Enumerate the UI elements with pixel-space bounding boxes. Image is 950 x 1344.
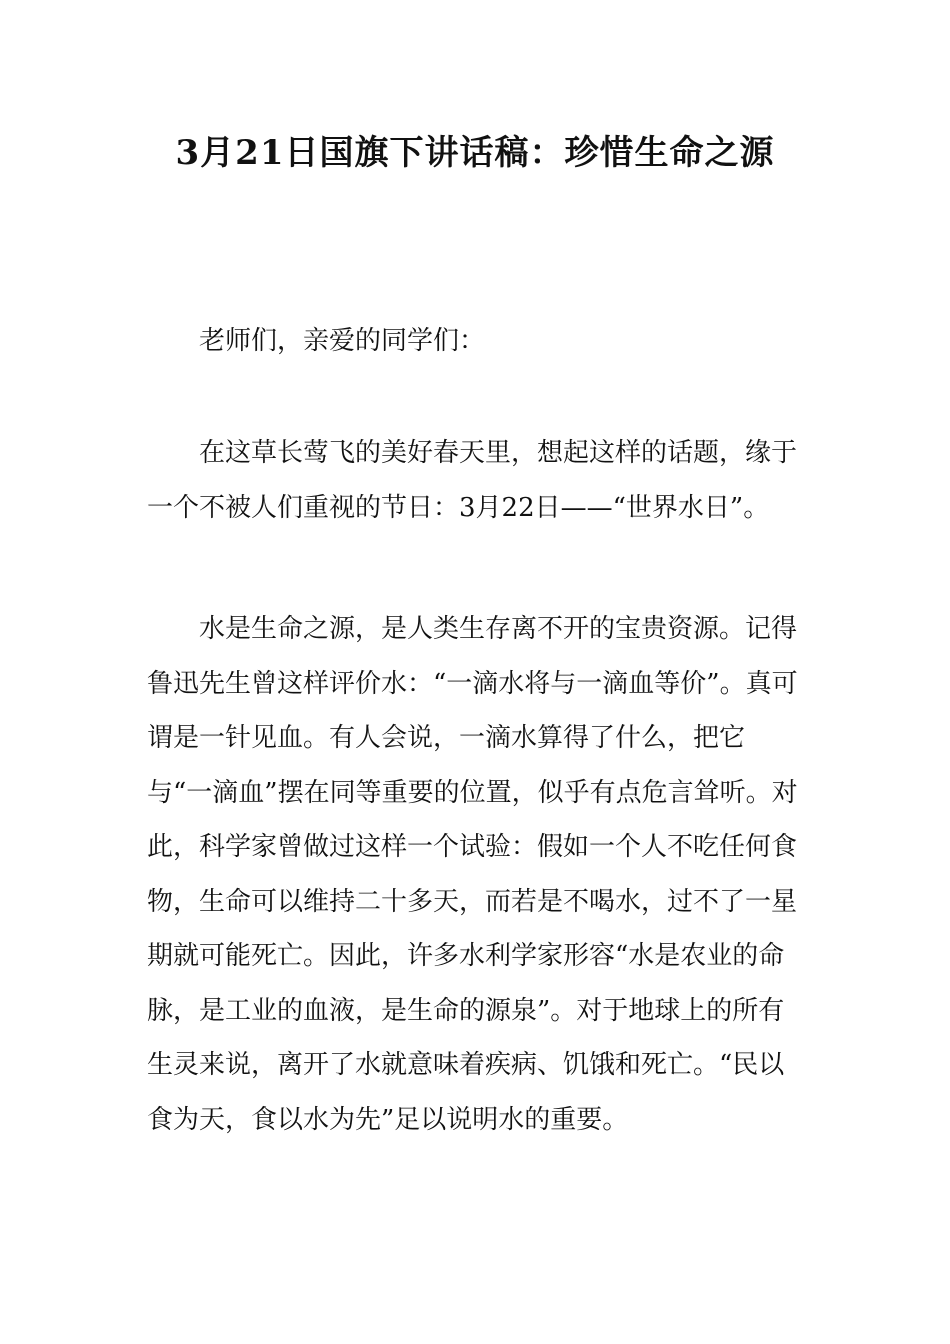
document-title: 3月21日国旗下讲话稿：珍惜生命之源 [175, 133, 775, 173]
paragraph-world-water-day: 在这草长莺飞的美好春天里，想起这样的话题，缘于一个不被人们重视的节日：3月22日——“世界水日”。 [147, 438, 798, 523]
greeting: 老师们，亲爱的同学们： [199, 326, 486, 356]
paragraph-water-source-of-life: 水是生命之源，是人类生存离不开的宝贵资源。记得鲁迅先生曾这样评价水：“一滴水将与一滴血等价”。真可谓是一针见血。有人会说，一滴水算得了什么，把它与“一滴血”摆在同等重要的位置，似乎有点危言耸听。对此，科学家曾做过这样一个试验：假如一个人不吃任何食物，生命可以维持二十多天，而若是不喝水，过不了一星期就可能死亡。因此，许多水利学家形容“水是农业的命脉，是工业的血液，是生命的源泉”。对于地球上的所有生灵来说，离开了水就意味着疾病、饥饿和死亡。“民以食为天，食以水为先”足以说明水的重要。 [147, 614, 798, 1135]
